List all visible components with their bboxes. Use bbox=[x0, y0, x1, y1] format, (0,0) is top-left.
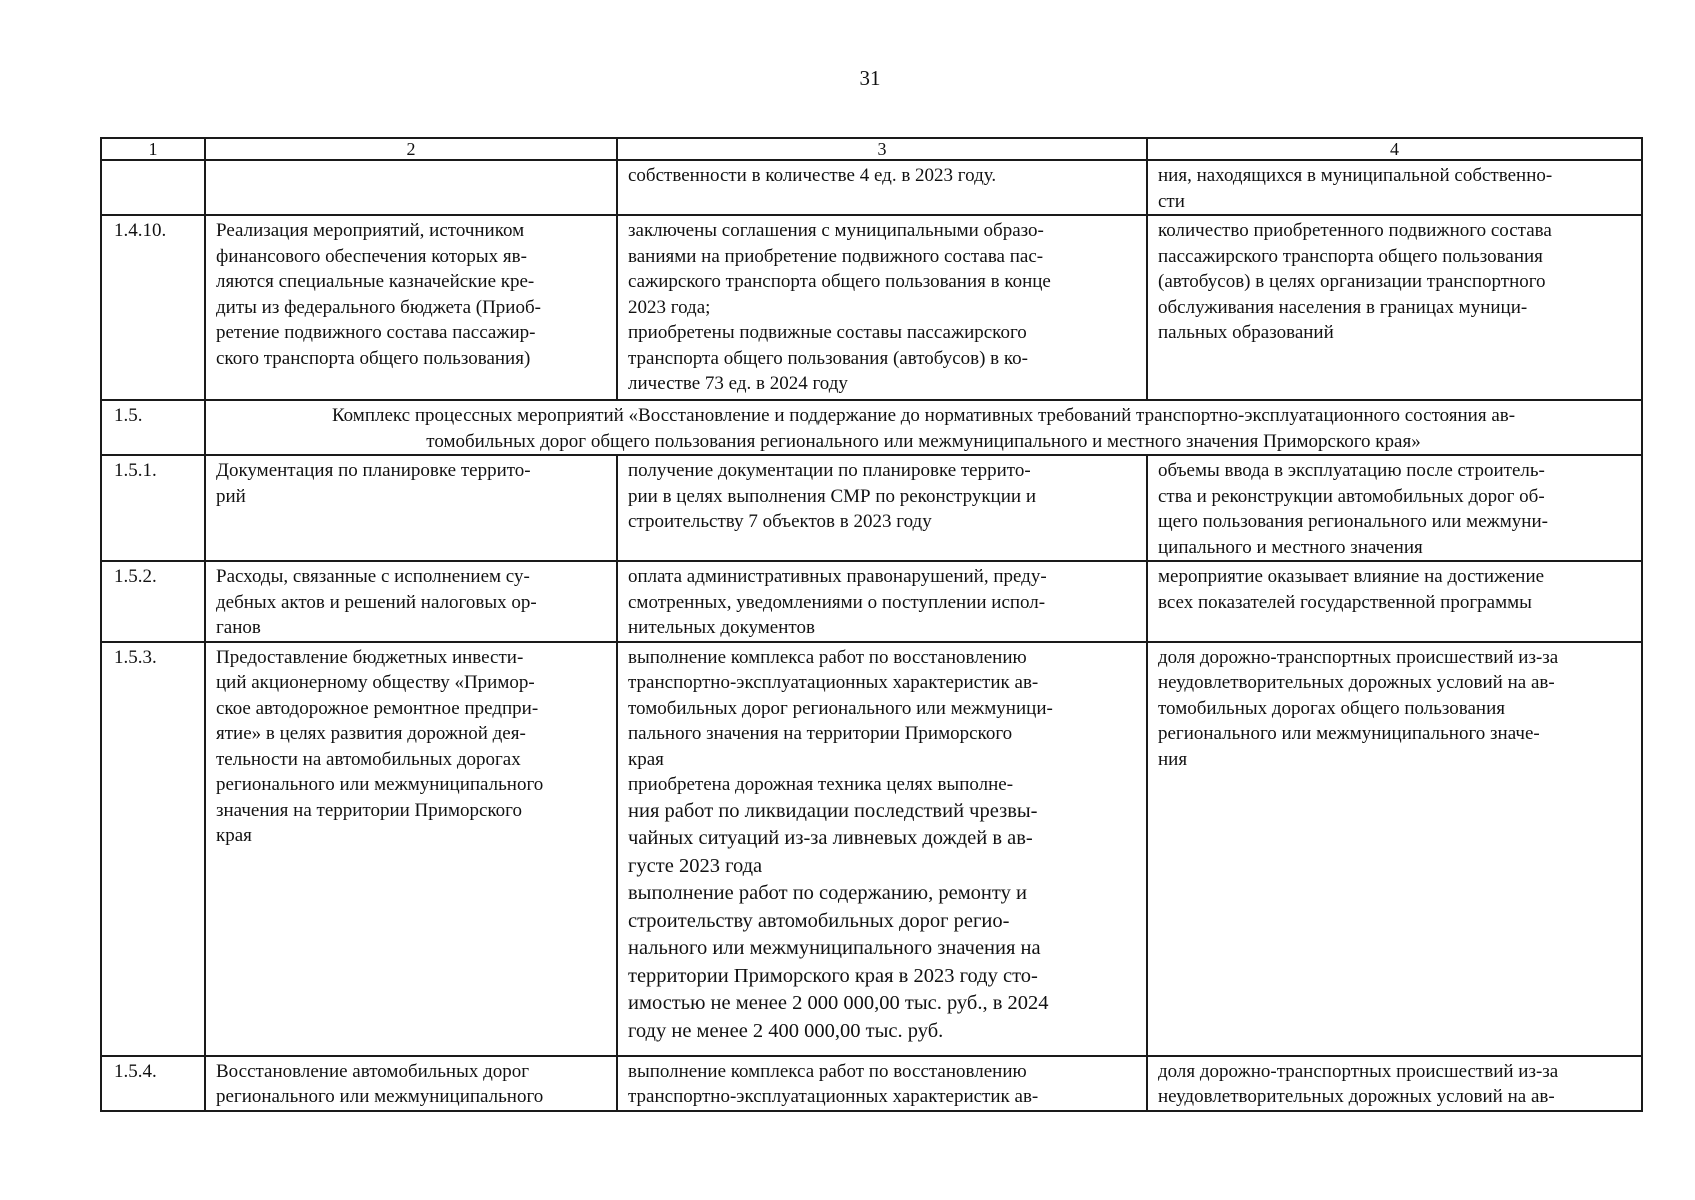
measure-cell bbox=[205, 160, 617, 215]
cell-line: выполнение комплекса работ по восстановлению bbox=[628, 1060, 1027, 1082]
measure-cell bbox=[205, 642, 617, 1056]
cell-line: ское автодорожное ремонтное предпри- bbox=[216, 697, 539, 719]
header-cell: 2 bbox=[205, 138, 617, 160]
row-number-cell: 1.5.3. bbox=[101, 642, 205, 1056]
cell-line: ганов bbox=[216, 617, 261, 638]
row-number-cell bbox=[101, 160, 205, 215]
table-row bbox=[101, 160, 1642, 215]
header-cell: 3 bbox=[617, 138, 1147, 160]
cell-line: густе 2023 года bbox=[628, 854, 763, 877]
indicator-cell bbox=[1147, 215, 1642, 400]
cell-line: чайных ситуаций из-за ливневых дождей в ав- bbox=[628, 827, 1033, 849]
cell-line: пассажирского транспорта общего пользования bbox=[1158, 245, 1543, 267]
table-row bbox=[101, 215, 1642, 400]
cell-line: территории Приморского края в 2023 году сто- bbox=[628, 964, 1038, 987]
cell-line: Документация по планировке террито- bbox=[216, 460, 531, 481]
cell-line: сти bbox=[1158, 190, 1185, 212]
cell-line: томобильных дорог регионального или межмуници- bbox=[628, 697, 1053, 719]
cell-line: ций акционерному обществу «Примор- bbox=[216, 672, 535, 693]
cell-line: оплата административных правонарушений, преду- bbox=[628, 566, 1047, 587]
cell-line: 2023 года; bbox=[628, 296, 711, 318]
cell-line: диты из федерального бюджета (Приоб- bbox=[216, 296, 541, 318]
indicator-cell bbox=[1147, 561, 1642, 642]
measure-cell bbox=[205, 1056, 617, 1111]
cell-line: транспортно-эксплуатационных характеристик ав- bbox=[628, 672, 1039, 693]
row-number-cell: 1.5.2. bbox=[101, 561, 205, 642]
cell-line: регионального или межмуниципального bbox=[216, 774, 544, 795]
table-header-row bbox=[101, 138, 1642, 160]
cell-line: Расходы, связанные с исполнением су- bbox=[216, 566, 530, 587]
cell-line: транспортно-эксплуатационных характеристик ав- bbox=[628, 1086, 1039, 1107]
cell-line: нального или межмуниципального значения на bbox=[628, 937, 1041, 959]
result-cell bbox=[617, 455, 1147, 561]
cell-line: щего пользования регионального или межмуни- bbox=[1158, 511, 1548, 532]
document-table bbox=[100, 137, 1643, 1112]
cell-line: ятие» в целях развития дорожной дея- bbox=[216, 723, 526, 744]
cell-line: ния работ по ликвидации последствий чрезвы- bbox=[628, 799, 1038, 822]
cell-line: регионального или межмуниципального bbox=[216, 1086, 544, 1107]
cell-line: края bbox=[216, 825, 252, 846]
measure-cell bbox=[205, 455, 617, 561]
cell-line: пальных образований bbox=[1158, 322, 1334, 343]
cell-line: неудовлетворительных дорожных условий на ав- bbox=[1158, 672, 1555, 693]
cell-line: ляются специальные казначейские кре- bbox=[216, 271, 535, 292]
cell-line: обслуживания населения в границах муници- bbox=[1158, 296, 1528, 318]
cell-line: неудовлетворительных дорожных условий на ав- bbox=[1158, 1086, 1555, 1107]
section-row bbox=[101, 400, 1642, 455]
cell-line: сажирского транспорта общего пользования в конце bbox=[628, 271, 1051, 292]
cell-line: приобретены подвижные составы пассажирского bbox=[628, 322, 1027, 343]
cell-line: Комплекс процессных мероприятий «Восстановление и поддержание до нормативных требований транспортно-эксплуатационного состояния ав- bbox=[331, 405, 1516, 426]
indicator-cell bbox=[1147, 1056, 1642, 1111]
cell-line: Реализация мероприятий, источником bbox=[216, 220, 525, 241]
result-cell bbox=[617, 1056, 1147, 1111]
cell-line: ства и реконструкции автомобильных дорог об- bbox=[1158, 485, 1545, 507]
cell-line: края bbox=[628, 748, 664, 770]
cell-line: ния bbox=[1158, 748, 1188, 770]
header-cell: 1 bbox=[101, 138, 205, 160]
cell-line: году не менее 2 400 000,00 тыс. руб. bbox=[628, 1019, 944, 1042]
cell-line: ретение подвижного состава пассажир- bbox=[216, 322, 536, 343]
result-cell bbox=[617, 642, 1147, 1056]
section-title-cell bbox=[205, 400, 1642, 455]
cell-line: строительству автомобильных дорог регио- bbox=[628, 909, 1010, 932]
cell-line: значения на территории Приморского bbox=[216, 799, 522, 821]
cell-line: мероприятие оказывает влияние на достижение bbox=[1158, 566, 1545, 587]
cell-line: смотренных, уведомлениями о поступлении испол- bbox=[628, 591, 1046, 613]
cell-line: ния, находящихся в муниципальной собственно- bbox=[1158, 165, 1553, 186]
cell-line: собственности в количестве 4 ед. в 2023 году. bbox=[628, 165, 997, 186]
cell-line: личестве 73 ед. в 2024 году bbox=[628, 373, 848, 394]
cell-line: пального значения на территории Приморского bbox=[628, 723, 1013, 744]
indicator-cell bbox=[1147, 160, 1642, 215]
cell-line: Предоставление бюджетных инвести- bbox=[216, 646, 524, 668]
table-row bbox=[101, 642, 1642, 1056]
cell-line: ципального и местного значения bbox=[1158, 536, 1423, 558]
cell-line: всех показателей государственной программы bbox=[1158, 591, 1532, 613]
result-cell bbox=[617, 561, 1147, 642]
header-cell: 4 bbox=[1147, 138, 1642, 160]
cell-line: томобильных дорог общего пользования регионального или межмуниципального и местного значения Приморского края» bbox=[426, 430, 1421, 452]
row-number-cell: 1.4.10. bbox=[101, 215, 205, 400]
measure-cell bbox=[205, 561, 617, 642]
cell-line: нительных документов bbox=[628, 617, 815, 638]
cell-line: строительству 7 объектов в 2023 году bbox=[628, 511, 932, 532]
cell-line: томобильных дорогах общего пользования bbox=[1158, 697, 1506, 719]
cell-line: доля дорожно-транспортных происшествий из-за bbox=[1158, 1060, 1559, 1082]
result-cell bbox=[617, 215, 1147, 400]
indicator-cell bbox=[1147, 455, 1642, 561]
table-row bbox=[101, 455, 1642, 561]
cell-line: дебных актов и решений налоговых ор- bbox=[216, 591, 537, 613]
cell-line: транспорта общего пользования (автобусов) в ко- bbox=[628, 347, 1028, 369]
cell-line: регионального или межмуниципального значе- bbox=[1158, 723, 1540, 744]
cell-line: тельности на автомобильных дорогах bbox=[216, 748, 521, 770]
cell-line: приобретена дорожная техника целях выполне- bbox=[628, 774, 1014, 795]
cell-line: доля дорожно-транспортных происшествий из-за bbox=[1158, 646, 1559, 668]
measure-cell bbox=[205, 215, 617, 400]
page-number: 31 bbox=[859, 66, 881, 90]
cell-line: Восстановление автомобильных дорог bbox=[216, 1060, 530, 1082]
row-number-cell: 1.5.4. bbox=[101, 1056, 205, 1111]
table-row bbox=[101, 1056, 1642, 1111]
cell-line: (автобусов) в целях организации транспортного bbox=[1158, 271, 1546, 292]
result-cell bbox=[617, 160, 1147, 215]
cell-line: выполнение работ по содержанию, ремонту и bbox=[628, 882, 1027, 904]
cell-line: финансового обеспечения которых яв- bbox=[216, 245, 527, 267]
cell-line: имостью не менее 2 000 000,00 тыс. руб., в 2024 bbox=[628, 992, 1049, 1014]
cell-line: ского транспорта общего пользования) bbox=[216, 347, 531, 369]
indicator-cell bbox=[1147, 642, 1642, 1056]
row-number-cell: 1.5. bbox=[101, 400, 205, 455]
cell-line: количество приобретенного подвижного состава bbox=[1158, 220, 1552, 241]
cell-line: заключены соглашения с муниципальными образо- bbox=[628, 220, 1044, 241]
cell-line: рий bbox=[216, 485, 246, 507]
cell-line: выполнение комплекса работ по восстановлению bbox=[628, 646, 1027, 668]
cell-line: объемы ввода в эксплуатацию после строитель- bbox=[1158, 460, 1545, 481]
cell-line: ваниями на приобретение подвижного состава пас- bbox=[628, 245, 1044, 267]
cell-line: получение документации по планировке террито- bbox=[628, 460, 1031, 481]
table-row bbox=[101, 561, 1642, 642]
row-number-cell: 1.5.1. bbox=[101, 455, 205, 561]
cell-line: рии в целях выполнения СМР по реконструкции и bbox=[628, 485, 1036, 507]
